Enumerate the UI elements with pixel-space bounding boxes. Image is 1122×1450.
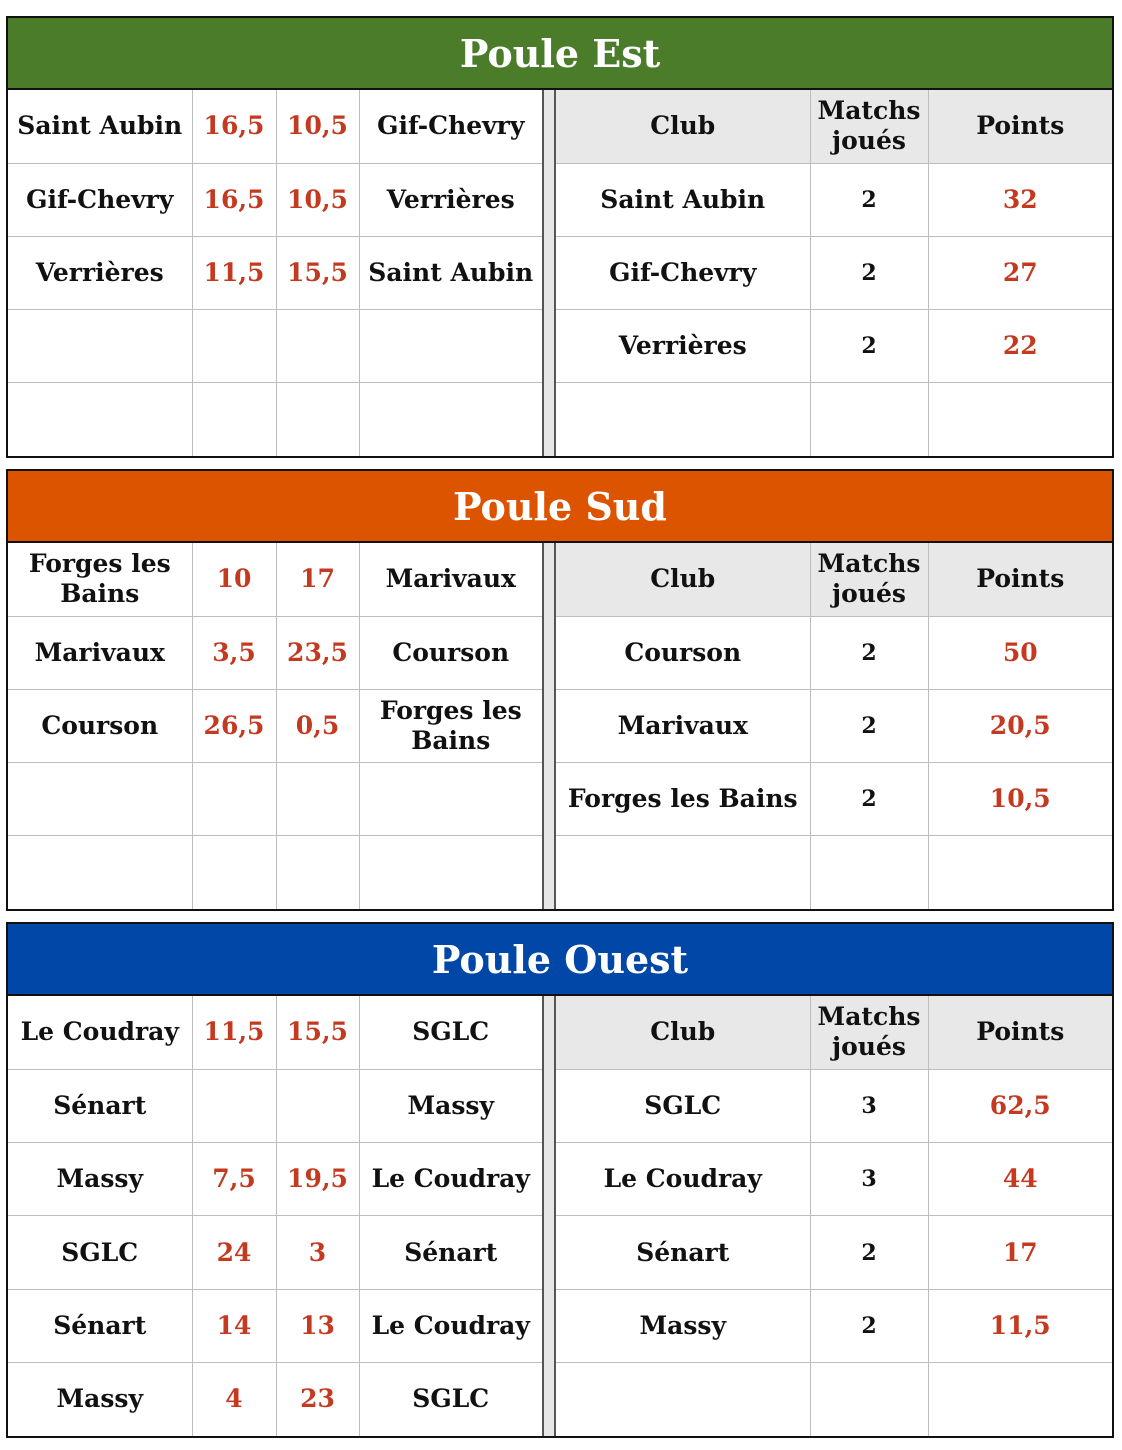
away-team	[359, 310, 542, 383]
standings-table	[556, 543, 1112, 909]
club-header: Club	[556, 90, 810, 163]
matches-played-header: Matchs joués	[810, 996, 928, 1069]
matches-played: 3	[810, 1143, 928, 1216]
away-team: Verrières	[359, 163, 542, 236]
home-team	[8, 310, 192, 383]
home-team: Gif-Chevry	[8, 163, 192, 236]
away-team: Marivaux	[359, 543, 542, 616]
club-header: Club	[556, 543, 810, 616]
club-name: Forges les Bains	[556, 763, 810, 836]
standings-row	[556, 1143, 1112, 1216]
home-score	[192, 310, 276, 383]
matches-played: 2	[810, 1216, 928, 1289]
pool-body	[8, 996, 1112, 1436]
column-separator	[542, 543, 556, 909]
away-score	[276, 836, 359, 909]
club-name	[556, 1362, 810, 1435]
home-score	[192, 763, 276, 836]
club-name: Saint Aubin	[556, 163, 810, 236]
home-score: 16,5	[192, 90, 276, 163]
away-score: 0,5	[276, 689, 359, 762]
match-row	[8, 1143, 542, 1216]
club-name: Sénart	[556, 1216, 810, 1289]
home-score: 24	[192, 1216, 276, 1289]
matches-played: 2	[810, 310, 928, 383]
matches-played: 3	[810, 1069, 928, 1142]
away-score	[276, 1069, 359, 1142]
points: 50	[928, 616, 1112, 689]
away-score: 15,5	[276, 236, 359, 309]
home-team: Sénart	[8, 1289, 192, 1362]
match-row	[8, 1289, 542, 1362]
home-team	[8, 383, 192, 456]
standings-row	[556, 1362, 1112, 1435]
match-row	[8, 689, 542, 762]
pool-title: Poule Est	[8, 18, 1112, 90]
away-team	[359, 836, 542, 909]
away-team: Massy	[359, 1069, 542, 1142]
club-name: Gif-Chevry	[556, 236, 810, 309]
away-team	[359, 383, 542, 456]
home-team: Massy	[8, 1362, 192, 1435]
standings-header-row	[556, 996, 1112, 1069]
matches-table	[8, 996, 542, 1436]
standings-row	[556, 763, 1112, 836]
match-row	[8, 996, 542, 1069]
matches-played: 2	[810, 616, 928, 689]
away-team: Gif-Chevry	[359, 90, 542, 163]
home-score	[192, 836, 276, 909]
points-header: Points	[928, 90, 1112, 163]
matches-body	[8, 543, 542, 909]
matches-played: 2	[810, 163, 928, 236]
pool-sud	[6, 469, 1114, 911]
match-row	[8, 1069, 542, 1142]
away-team: Le Coudray	[359, 1289, 542, 1362]
home-score	[192, 383, 276, 456]
standings-row	[556, 836, 1112, 909]
away-score: 17	[276, 543, 359, 616]
matches-body	[8, 90, 542, 456]
home-score: 11,5	[192, 236, 276, 309]
standings-row	[556, 1289, 1112, 1362]
home-score: 11,5	[192, 996, 276, 1069]
match-row	[8, 1216, 542, 1289]
away-score: 19,5	[276, 1143, 359, 1216]
home-team: Verrières	[8, 236, 192, 309]
pool-title: Poule Ouest	[8, 924, 1112, 996]
points: 20,5	[928, 689, 1112, 762]
standings-row	[556, 616, 1112, 689]
away-score: 10,5	[276, 163, 359, 236]
column-separator	[542, 996, 556, 1436]
matches-played	[810, 836, 928, 909]
standings-row	[556, 310, 1112, 383]
club-name: Le Coudray	[556, 1143, 810, 1216]
away-team: Le Coudray	[359, 1143, 542, 1216]
matches-table	[8, 90, 542, 456]
matches-played-header: Matchs joués	[810, 90, 928, 163]
away-score: 23,5	[276, 616, 359, 689]
away-score	[276, 383, 359, 456]
away-score: 10,5	[276, 90, 359, 163]
club-name: Massy	[556, 1289, 810, 1362]
away-team: Sénart	[359, 1216, 542, 1289]
away-team: SGLC	[359, 996, 542, 1069]
away-score	[276, 763, 359, 836]
match-row	[8, 383, 542, 456]
match-row	[8, 616, 542, 689]
standings-row	[556, 1069, 1112, 1142]
standings-header-row	[556, 543, 1112, 616]
matches-played	[810, 383, 928, 456]
home-score: 4	[192, 1362, 276, 1435]
away-team: Forges les Bains	[359, 689, 542, 762]
matches-played-header: Matchs joués	[810, 543, 928, 616]
club-name: Marivaux	[556, 689, 810, 762]
away-score: 23	[276, 1362, 359, 1435]
club-name	[556, 383, 810, 456]
points	[928, 383, 1112, 456]
pool-ouest	[6, 922, 1114, 1438]
home-score: 26,5	[192, 689, 276, 762]
matches-table	[8, 543, 542, 909]
matches-played: 2	[810, 236, 928, 309]
club-header: Club	[556, 996, 810, 1069]
away-team: SGLC	[359, 1362, 542, 1435]
match-row	[8, 310, 542, 383]
club-name: SGLC	[556, 1069, 810, 1142]
matches-played	[810, 1362, 928, 1435]
away-score	[276, 310, 359, 383]
standings-table	[556, 996, 1112, 1436]
points: 62,5	[928, 1069, 1112, 1142]
column-separator	[542, 90, 556, 456]
points	[928, 836, 1112, 909]
match-row	[8, 1362, 542, 1435]
home-team: Le Coudray	[8, 996, 192, 1069]
standings-row	[556, 236, 1112, 309]
standings-row	[556, 383, 1112, 456]
away-score: 13	[276, 1289, 359, 1362]
home-team: Sénart	[8, 1069, 192, 1142]
match-row	[8, 543, 542, 616]
points: 44	[928, 1143, 1112, 1216]
away-team: Saint Aubin	[359, 236, 542, 309]
match-row	[8, 236, 542, 309]
points: 32	[928, 163, 1112, 236]
match-row	[8, 163, 542, 236]
match-row	[8, 90, 542, 163]
standings-row	[556, 1216, 1112, 1289]
home-team: SGLC	[8, 1216, 192, 1289]
points	[928, 1362, 1112, 1435]
home-team: Massy	[8, 1143, 192, 1216]
standings-body	[556, 996, 1112, 1436]
home-team: Marivaux	[8, 616, 192, 689]
home-score: 7,5	[192, 1143, 276, 1216]
points-header: Points	[928, 543, 1112, 616]
home-team: Saint Aubin	[8, 90, 192, 163]
pool-body	[8, 543, 1112, 909]
standings-body	[556, 543, 1112, 909]
home-team: Courson	[8, 689, 192, 762]
points: 22	[928, 310, 1112, 383]
club-name	[556, 836, 810, 909]
points: 27	[928, 236, 1112, 309]
home-score: 16,5	[192, 163, 276, 236]
match-row	[8, 763, 542, 836]
standings-body	[556, 90, 1112, 456]
pool-body	[8, 90, 1112, 456]
away-team: Courson	[359, 616, 542, 689]
club-name: Courson	[556, 616, 810, 689]
matches-played: 2	[810, 689, 928, 762]
home-score	[192, 1069, 276, 1142]
match-row	[8, 836, 542, 909]
standings-row	[556, 163, 1112, 236]
matches-body	[8, 996, 542, 1436]
home-score: 3,5	[192, 616, 276, 689]
points: 10,5	[928, 763, 1112, 836]
away-score: 15,5	[276, 996, 359, 1069]
home-score: 14	[192, 1289, 276, 1362]
away-score: 3	[276, 1216, 359, 1289]
home-team	[8, 763, 192, 836]
matches-played: 2	[810, 763, 928, 836]
points: 17	[928, 1216, 1112, 1289]
standings-table	[556, 90, 1112, 456]
home-score: 10	[192, 543, 276, 616]
club-name: Verrières	[556, 310, 810, 383]
standings-header-row	[556, 90, 1112, 163]
points: 11,5	[928, 1289, 1112, 1362]
home-team	[8, 836, 192, 909]
points-header: Points	[928, 996, 1112, 1069]
matches-played: 2	[810, 1289, 928, 1362]
pool-est	[6, 16, 1114, 458]
standings-row	[556, 689, 1112, 762]
pool-title: Poule Sud	[8, 471, 1112, 543]
away-team	[359, 763, 542, 836]
home-team: Forges les Bains	[8, 543, 192, 616]
